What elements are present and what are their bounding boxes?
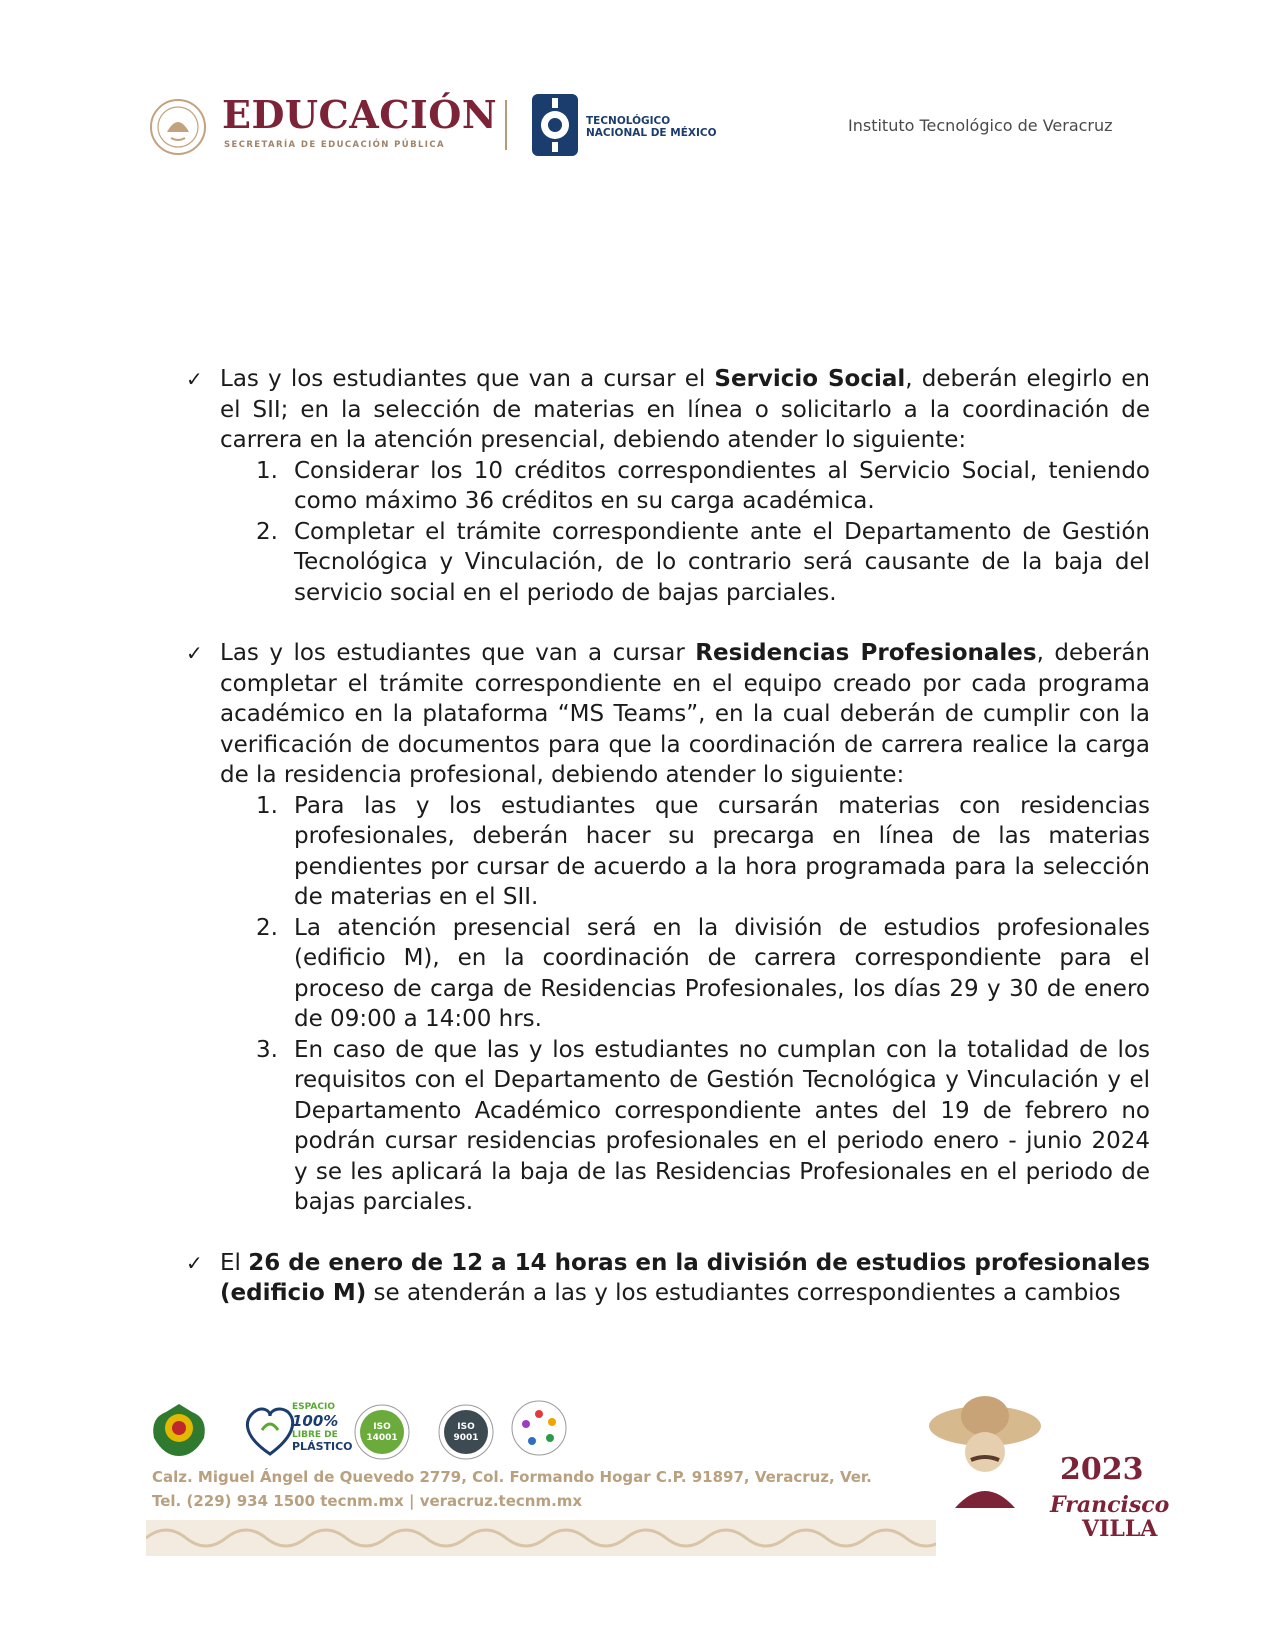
list-item: 2. Completar el trámite correspondiente ante el Departamento de Gestión Tecnológica y Vinculación, de lo contrario será causante de la baja del servicio social en el periodo de bajas parciales.: [256, 518, 1150, 606]
edu-subtitle: SECRETARÍA DE EDUCACIÓN PÚBLICA: [224, 140, 445, 150]
iso-14001-label: ISO 14001: [366, 1422, 398, 1443]
tecnm-name: TECNOLÓGICO NACIONAL DE MÉXICO: [586, 115, 717, 139]
decorative-pattern-band: [146, 1520, 936, 1556]
tecnm-gear-logo-icon: [530, 92, 580, 158]
bullet-text: Las y los estudiantes que van a cursar Residencias Profesionales, deberán completar el trámite correspondiente en el equipo creado por cada programa académico en la plataforma “MS Teams”, en la cual deberán de cumplir con la verificación de documentos para que la coordinación de carrera realice la carga de la residencia profesional, debiendo atender lo siguiente:: [220, 640, 1150, 788]
checkmark-icon: ✓: [186, 367, 203, 391]
francisco-villa-portrait-icon: [925, 1390, 1045, 1510]
checkmark-icon: ✓: [186, 641, 203, 665]
page-header: [0, 0, 1275, 180]
bullet-cambios: [186, 1248, 1150, 1309]
numbered-list: [220, 791, 1150, 1218]
list-item: 1. Considerar los 10 créditos correspondientes al Servicio Social, teniendo como máximo 36 créditos en su carga académica.: [256, 457, 1150, 514]
list-item: 3. En caso de que las y los estudiantes no cumplan con la totalidad de los requisitos con el Departamento de Gestión Tecnológica y Vinculación y el Departamento Académico correspondiente antes del 19 de febrero no podrán cursar residencias profesionales en el periodo enero - junio 2024 y se les aplicará la baja de las Residencias Profesionales en el periodo de bajas parciales.: [256, 1036, 1150, 1215]
footer-address: Calz. Miguel Ángel de Quevedo 2779, Col. Formando Hogar C.P. 91897, Veracruz, Ver.: [152, 1468, 872, 1486]
bullet-servicio-social: [186, 364, 1150, 608]
bullet-residencias: [186, 638, 1150, 1218]
gender-equality-seal-icon: [508, 1394, 570, 1460]
bullet-text: Las y los estudiantes que van a cursar el Servicio Social, deberán elegirlo en el SII; en la selección de materias en línea o solicitarlo a la coordinación de carrera en la atención presencial, debiendo atender lo siguiente:: [220, 366, 1151, 453]
institute-name: Instituto Tecnológico de Veracruz: [848, 116, 1113, 135]
bullet-text: El 26 de enero de 12 a 14 horas en la división de estudios profesionales (edificio M) se atenderán a las y los estudiantes correspondientes a cambios: [220, 1249, 1151, 1306]
header-divider: [505, 100, 507, 150]
list-item: 1. Para las y los estudiantes que cursarán materias con residencias profesionales, deberán hacer su precarga en línea de las materias pendientes por cursar de acuerdo a la hora programada para la selección de materias en el SII.: [256, 792, 1150, 910]
page-footer: [0, 1380, 1275, 1650]
iso-9001-label: ISO 9001: [453, 1422, 479, 1443]
numbered-list: [220, 456, 1150, 609]
itv-emblem-icon: [146, 1398, 212, 1460]
plastic-free-text: ESPACIO 100% LIBRE DE PLÁSTICO: [292, 1402, 353, 1453]
villa-name: Francisco: [1050, 1492, 1170, 1518]
list-item: 2. La atención presencial será en la división de estudios profesionales (edificio M), en la coordinación de carrera correspondiente para el proceso de carga de Residencias Profesionales, los días 29 y 30 de enero de 09:00 a 14:00 hrs.: [256, 914, 1150, 1032]
document-body: [186, 364, 1150, 1309]
edu-title: EDUCACIÓN: [222, 92, 498, 137]
villa-surname: VILLA: [1082, 1516, 1158, 1542]
footer-contact: Tel. (229) 934 1500 tecnm.mx | veracruz.tecnm.mx: [152, 1492, 583, 1510]
national-seal-icon: [147, 98, 209, 156]
villa-year: 2023: [1060, 1452, 1144, 1487]
checkmark-icon: ✓: [186, 1250, 203, 1275]
